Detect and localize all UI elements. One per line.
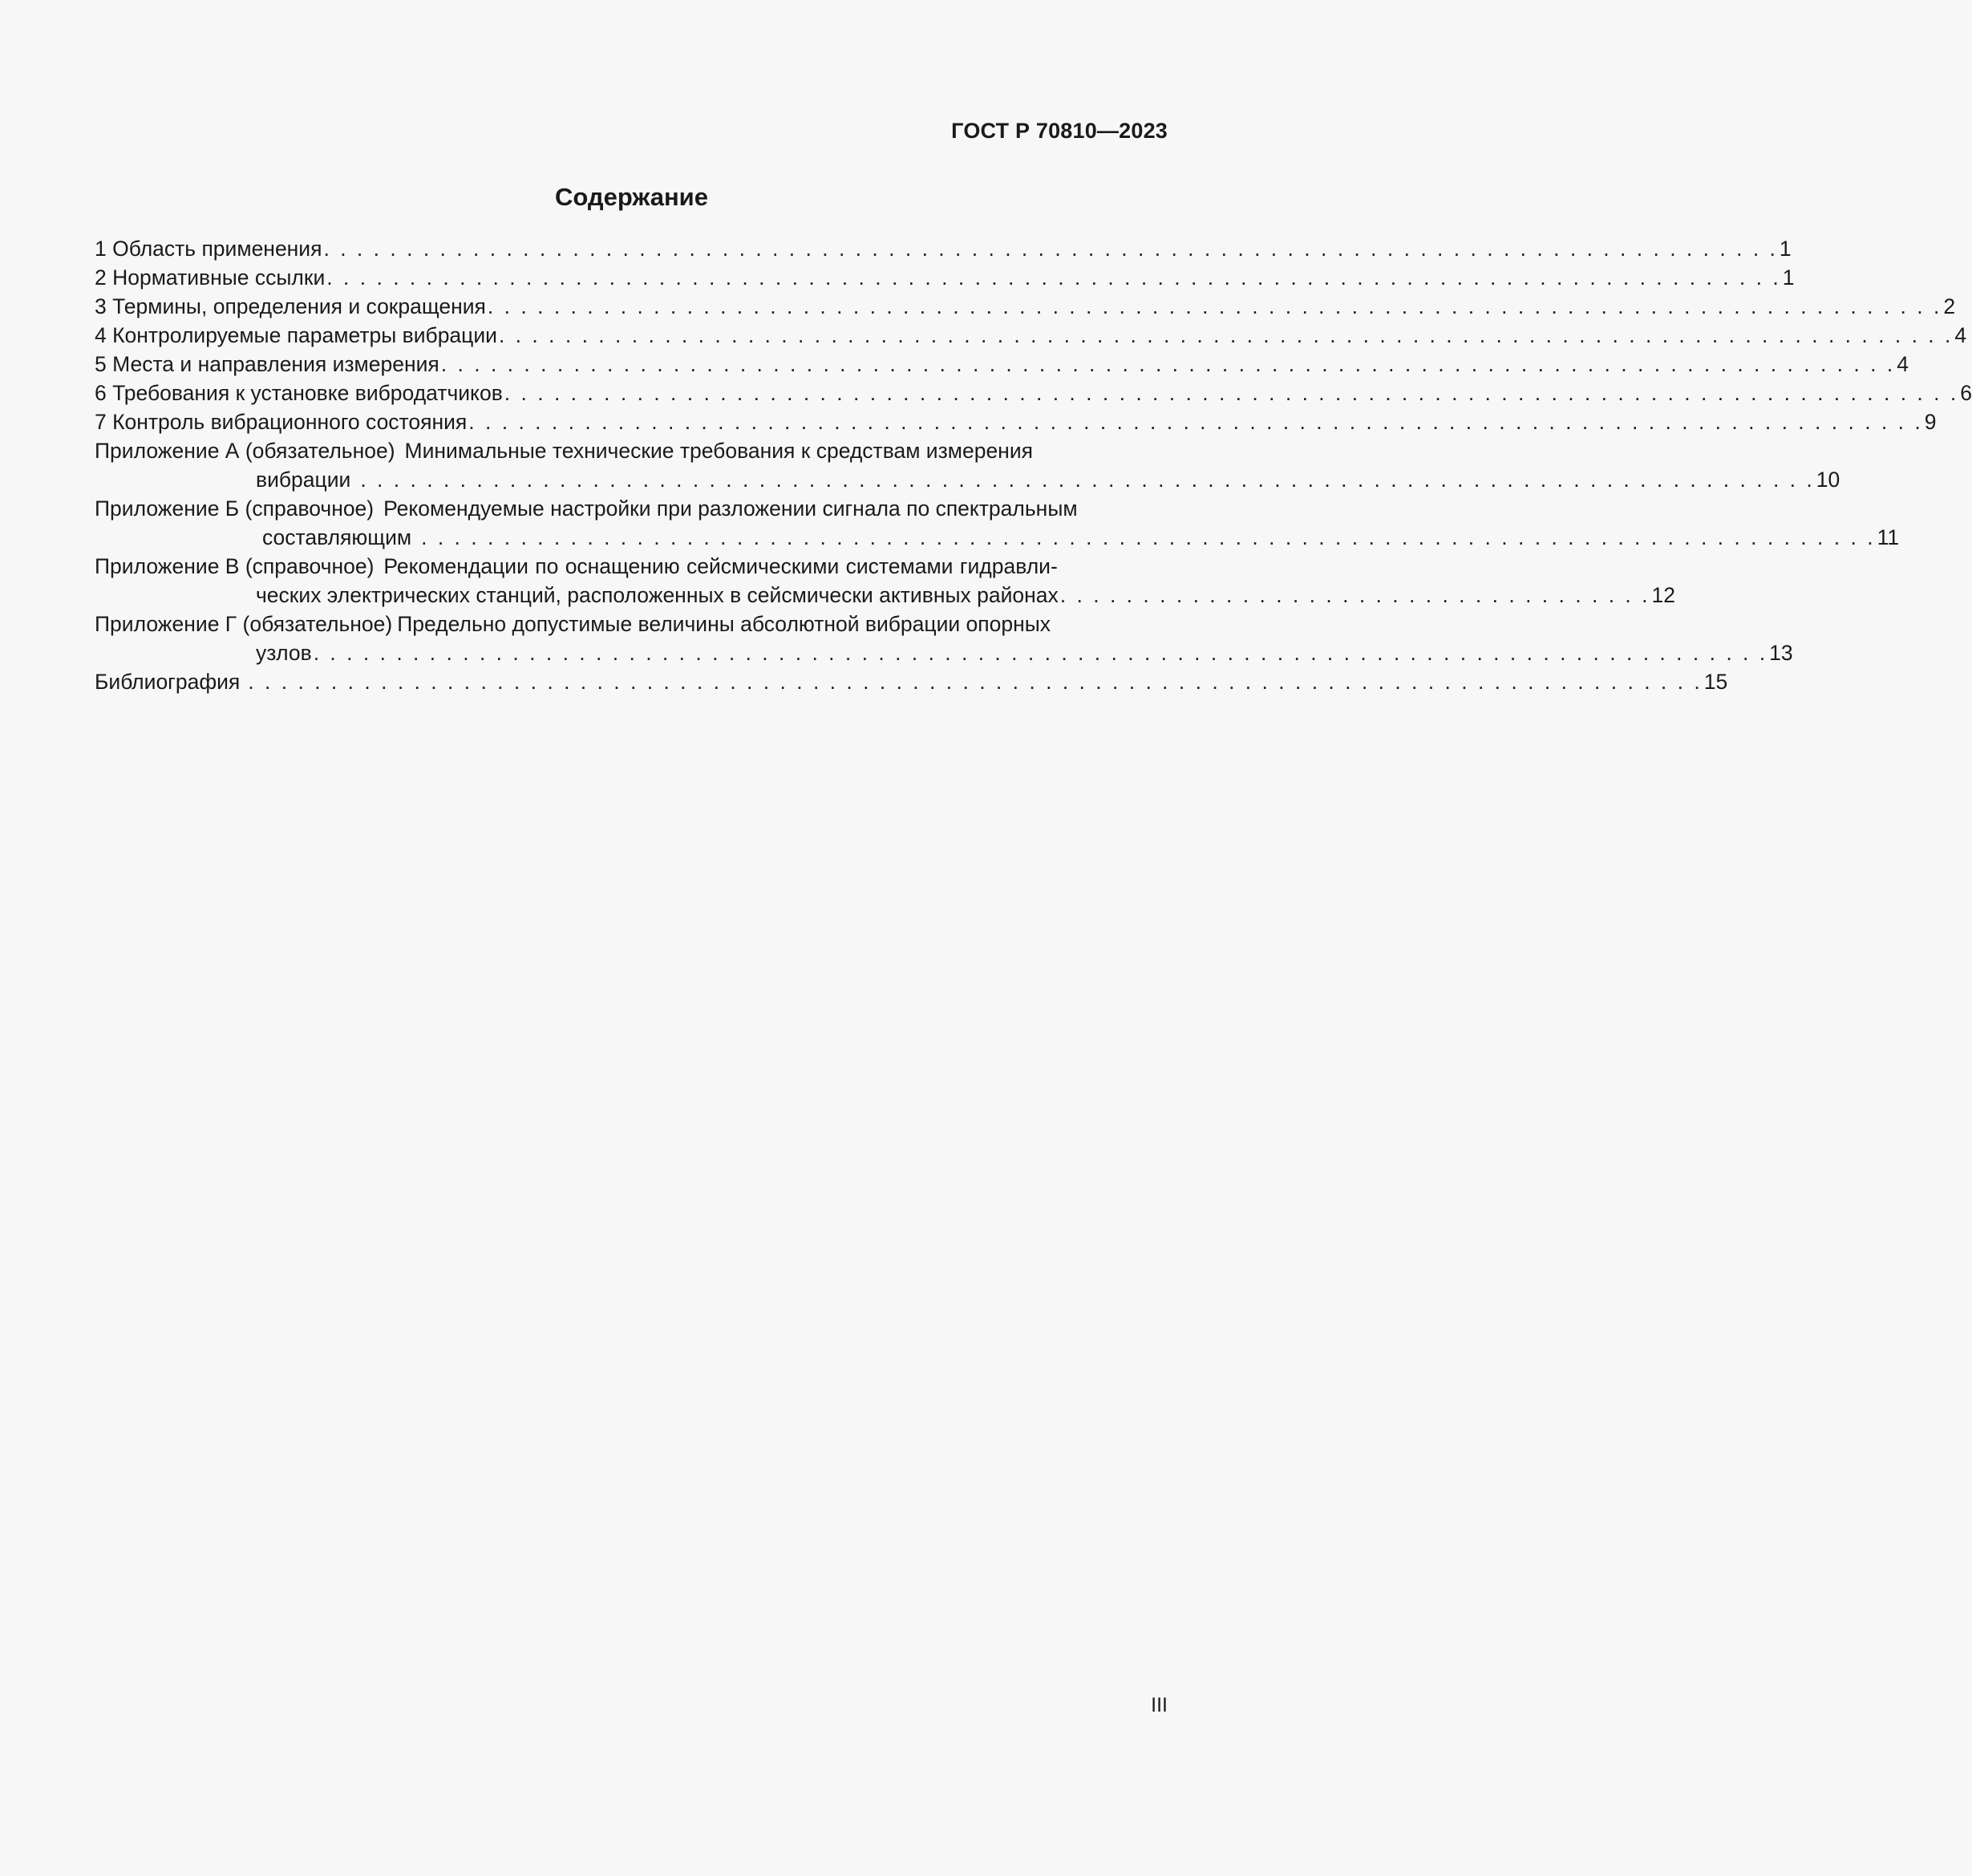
toc-appendix-g[interactable] [95, 610, 1168, 638]
toc-item-label: 4 Контролируемые параметры вибрации [95, 323, 497, 347]
toc-item-page: 4 [1897, 352, 1909, 376]
toc-appendix-v[interactable] [95, 552, 1168, 581]
toc-item-label: 5 Места и направления измерения [95, 352, 439, 376]
toc-item-label: 7 Контроль вибрационного состояния [95, 410, 468, 434]
toc-item-references[interactable] [95, 263, 1795, 292]
toc-appendix-b-continuation[interactable] [95, 523, 1900, 552]
table-of-contents [95, 234, 1972, 696]
toc-item-page: 4 [1954, 323, 1967, 347]
appendix-prefix: Приложение Г (обязательное) [95, 612, 393, 636]
toc-item-page: 9 [1924, 410, 1937, 434]
toc-appendix-a-continuation[interactable] [95, 465, 1840, 494]
document-code: ГОСТ Р 70810—2023 [951, 119, 1168, 143]
dot-leader: . . . . . . . . . . . . . . . . . . . . . . . . . . . . . . . . . . . . . . . . . . . . . . . . . . . . . . . . . . . . . . . . . . . . . . . . . . . . . . . . . . . . . . . . [313, 641, 1768, 665]
appendix-title: Минимальные технические требования к средствам измерения [404, 439, 1033, 463]
toc-item-label: 1 Область применения [95, 237, 322, 261]
toc-item-page: 10 [1816, 468, 1840, 492]
toc-item-terms[interactable] [95, 292, 1956, 321]
dot-leader: . . . . . . . . . . . . . . . . . . . . . . . . . . . . . . . . . . . . . . . . . . . . . . . . . . . . . . . . . . . . . . . . . . . . . . . . . . . . . . . . . . . . . . . . [421, 525, 1876, 549]
appendix-title-continuation: узлов [256, 641, 312, 665]
toc-item-page: 11 [1877, 525, 1900, 549]
dot-leader: . . . . . . . . . . . . . . . . . . . . . . . . . . . . . . . . . . . . . . . . . . . . . . . . . . . . . . . . . . . . . . . . . . . . . . . . . . . . . . . . . . . . . . . . [498, 323, 1954, 347]
toc-item-parameters[interactable] [95, 321, 1967, 350]
appendix-prefix: Приложение Б (справочное) [95, 496, 375, 521]
appendix-title-continuation: составляющим [262, 525, 412, 549]
toc-item-label: 6 Требования к установке вибродатчиков [95, 381, 503, 405]
page-number: III [1151, 1694, 1168, 1716]
dot-leader: . . . . . . . . . . . . . . . . . . . . . . . . . . . . . . . . . . . . . . . . . . . . . . . . . . . . . . . . . . . . . . . . . . . . . . . . . . . . . . . . . . . . . . . . [323, 237, 1778, 261]
toc-item-bibliography[interactable] [95, 667, 1728, 696]
toc-item-page: 2 [1943, 294, 1956, 318]
toc-item-page: 12 [1651, 583, 1675, 607]
toc-item-page: 1 [1779, 237, 1792, 261]
page-title: Содержание [555, 183, 708, 211]
toc-appendix-b[interactable] [95, 494, 1168, 523]
toc-item-monitoring[interactable] [95, 407, 1937, 436]
toc-item-label: 3 Термины, определения и сокращения [95, 294, 486, 318]
appendix-title: Предельно допустимые величины абсолютной вибрации опорных [397, 612, 1051, 636]
toc-item-page: 15 [1703, 670, 1728, 694]
dot-leader: . . . . . . . . . . . . . . . . . . . . . . . . . . . . . . . . . . . . . . . . . . . . . . . . . . . . . . . . . . . . . . . . . . . . . . . . . . . . . . . . . . . . . . . . [326, 265, 1781, 290]
toc-item-label: Библиография [95, 670, 241, 694]
toc-item-page: 1 [1782, 265, 1795, 290]
appendix-title-continuation: ческих электрических станций, расположенных в сейсмически активных районах [256, 583, 1059, 607]
toc-item-installation[interactable] [95, 379, 1972, 407]
dot-leader: . . . . . . . . . . . . . . . . . . . . . . . . . . . . . . . . . . . . . . . . . . . . . . . . . . . . . . . . . . . . . . . . . . . . . . . . . . . . . . . . . . . . . . . . [360, 468, 1815, 492]
dot-leader: . . . . . . . . . . . . . . . . . . . . . . . . . . . . . . . . . . . . . . . . . . . . . . . . . . . . . . . . . . . . . . . . . . . . . . . . . . . . . . . . . . . . . . . . [248, 670, 1703, 694]
toc-item-label: 2 Нормативные ссылки [95, 265, 326, 290]
toc-appendix-a[interactable] [95, 436, 1168, 465]
toc-appendix-g-continuation[interactable] [95, 638, 1793, 667]
appendix-title: Рекомендуемые настройки при разложении сигнала по спектральным [383, 496, 1078, 521]
dot-leader: . . . . . . . . . . . . . . . . . . . . . . . . . . . . . . . . . . . . . . . . . . . . . . . . . . . . . . . . . . . . . . . . . . . . . . . . . . . . . . . . . . . . . . . . [487, 294, 1942, 318]
appendix-title: Рекомендации по оснащению сейсмическими системами гидравли- [383, 554, 1058, 578]
toc-item-page: 13 [1769, 641, 1793, 665]
dot-leader: . . . . . . . . . . . . . . . . . . . . . . . . . . . . . . . . . . . . . . . . . . . . . . . . . . . . . . . . . . . . . . . . . . . . . . . . . . . . . . . . . . . . . . . . [468, 410, 1923, 434]
dot-leader: . . . . . . . . . . . . . . . . . . . . . . . . . . . . . . . . . . . . [1059, 583, 1650, 607]
dot-leader: . . . . . . . . . . . . . . . . . . . . . . . . . . . . . . . . . . . . . . . . . . . . . . . . . . . . . . . . . . . . . . . . . . . . . . . . . . . . . . . . . . . . . . . . [504, 381, 1959, 405]
toc-item-scope[interactable] [95, 234, 1792, 263]
appendix-title-continuation: вибрации [256, 468, 351, 492]
toc-appendix-v-continuation[interactable] [95, 581, 1675, 610]
toc-item-locations[interactable] [95, 350, 1909, 379]
dot-leader: . . . . . . . . . . . . . . . . . . . . . . . . . . . . . . . . . . . . . . . . . . . . . . . . . . . . . . . . . . . . . . . . . . . . . . . . . . . . . . . . . . . . . . . . [440, 352, 1896, 376]
appendix-prefix: Приложение В (справочное) [95, 554, 375, 578]
toc-item-page: 6 [1960, 381, 1972, 405]
appendix-prefix: Приложение А (обязательное) [95, 439, 395, 463]
